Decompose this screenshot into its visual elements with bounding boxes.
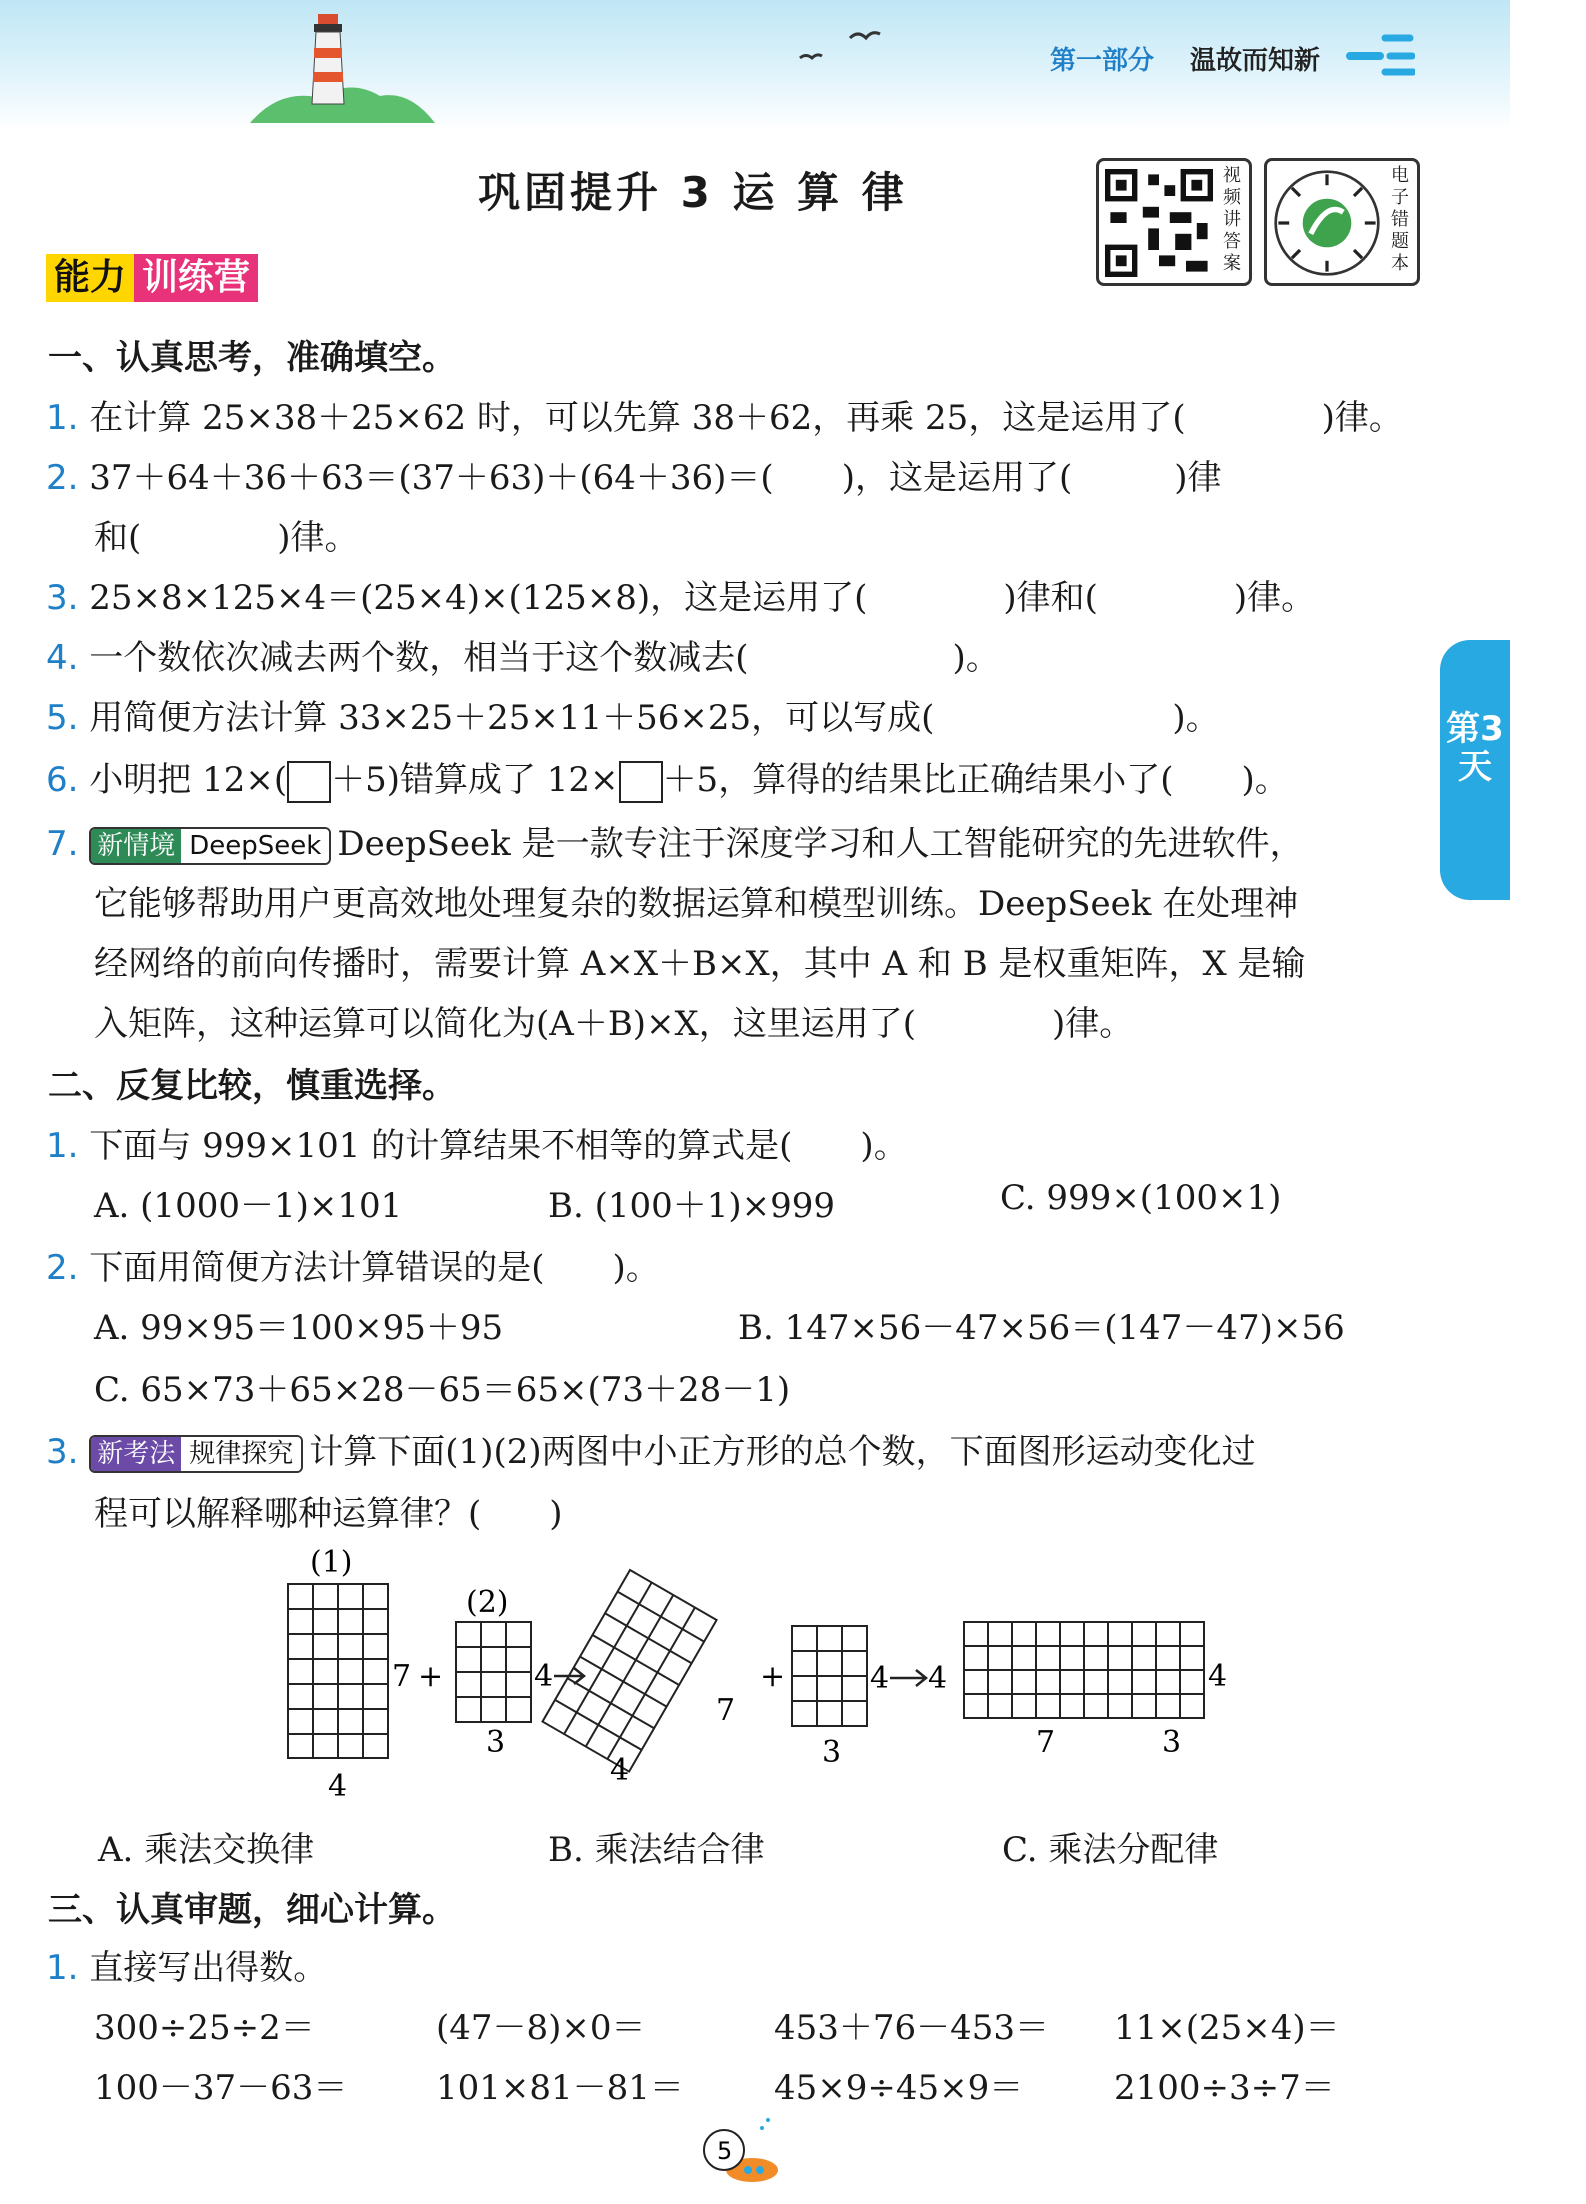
question-text-c: ＋5，算得的结果比正确结果小了( )。 xyxy=(662,760,1289,800)
question-number: 1. xyxy=(46,398,79,438)
grid-3-width: 3 xyxy=(822,1735,842,1770)
calc-item: 453＋76－453＝ xyxy=(774,2008,1050,2048)
camp-tag-part-b: 训练营 xyxy=(134,254,258,302)
tag-topic: DeepSeek xyxy=(181,829,329,863)
qr-error-book[interactable] xyxy=(1264,158,1420,286)
qr-label: 电子错题本 xyxy=(1391,165,1409,274)
question-text: 25×8×125×4＝(25×4)×(125×8)，这是运用了( )律和( )律。 xyxy=(89,578,1316,618)
grid-rotated-width: 4 xyxy=(610,1753,630,1788)
question-number: 1. xyxy=(46,1948,79,1988)
blank-box[interactable] xyxy=(619,761,663,803)
arrow-icon xyxy=(890,1670,926,1686)
page-title: 巩固提升 3 运 算 律 xyxy=(478,168,908,217)
section-1-title: 一、认真思考，准确填空。 xyxy=(48,338,456,378)
question-1-2 xyxy=(46,450,1222,499)
option-c[interactable]: C. 乘法分配律 xyxy=(1002,1830,1219,1870)
question-1-7-line4: 入矩阵，这种运算可以简化为(A＋B)×X，这里运用了( )律。 xyxy=(94,1004,1134,1044)
option-a[interactable]: A. (1000－1)×101 xyxy=(94,1186,403,1226)
mini-program-code-icon xyxy=(1273,169,1381,277)
question-text: 下面用简便方法计算错误的是( )。 xyxy=(89,1248,660,1288)
new-context-tag xyxy=(89,827,331,865)
question-1-7-line3: 经网络的前向传播时，需要计算 A×X＋B×X，其中 A 和 B 是权重矩阵，X 是输 xyxy=(94,944,1306,984)
ability-camp-tag xyxy=(46,254,258,302)
birds-icon xyxy=(790,18,890,68)
big-grid-width-1: 7 xyxy=(1036,1725,1056,1760)
question-number: 2. xyxy=(46,1248,79,1288)
question-1-3 xyxy=(46,570,1315,619)
question-2-3 xyxy=(46,1424,1256,1473)
day-tab[interactable]: 第3天 xyxy=(1440,640,1510,900)
wave-icon xyxy=(1345,28,1415,78)
question-text: 一个数依次减去两个数，相当于这个数减去( )。 xyxy=(89,638,1000,678)
question-2-3-line2: 程可以解释哪种运算律？( ) xyxy=(94,1494,563,1534)
calc-item: (47－8)×0＝ xyxy=(436,2008,646,2048)
grid-figure xyxy=(270,1540,1250,1810)
option-c[interactable]: C. 999×(100×1) xyxy=(1000,1178,1282,1218)
grid-3 xyxy=(792,1626,867,1726)
option-b[interactable]: B. 乘法结合律 xyxy=(548,1830,765,1870)
question-text-a: 小明把 12×( xyxy=(89,760,288,800)
grid-2-width: 3 xyxy=(486,1725,506,1760)
grid-big xyxy=(964,1622,1204,1718)
question-text: 在计算 25×38＋25×62 时，可以先算 38＋62，再乘 25，这是运用了( )律。 xyxy=(89,398,1403,438)
question-text-b: ＋5)错算成了 12× xyxy=(331,760,619,800)
calc-item: 2100÷3÷7＝ xyxy=(1114,2068,1335,2108)
grid-2 xyxy=(456,1622,531,1722)
question-1-5 xyxy=(46,690,1220,739)
question-text: 直接写出得数。 xyxy=(89,1948,328,1988)
option-b[interactable]: B. (100＋1)×999 xyxy=(548,1186,836,1226)
grid-1-width: 4 xyxy=(328,1769,348,1804)
lighthouse-icon xyxy=(300,14,355,109)
calc-item: 45×9÷45×9＝ xyxy=(774,2068,1024,2108)
question-number: 7. xyxy=(46,824,79,864)
section-2-title: 二、反复比较，慎重选择。 xyxy=(48,1066,456,1106)
question-text: 37＋64＋36＋63＝(37＋63)＋(64＋36)＝( )，这是运用了( )律 xyxy=(89,458,1222,498)
question-number: 3. xyxy=(46,578,79,618)
qr-code-icon xyxy=(1105,169,1213,277)
new-method-tag xyxy=(89,1435,303,1473)
question-1-2-cont: 和( )律。 xyxy=(94,518,359,558)
grid-1 xyxy=(288,1584,388,1758)
qr-label: 视频讲答案 xyxy=(1223,165,1241,274)
question-number: 6. xyxy=(46,760,79,800)
blank-box[interactable] xyxy=(287,761,331,803)
calc-item: 11×(25×4)＝ xyxy=(1114,2008,1340,2048)
calc-item: 100－37－63＝ xyxy=(94,2068,348,2108)
option-a[interactable]: A. 99×95＝100×95＋95 xyxy=(94,1308,504,1348)
calc-item: 101×81－81＝ xyxy=(436,2068,684,2108)
section-3-title: 三、认真审题，细心计算。 xyxy=(48,1890,456,1930)
big-grid-width-2: 3 xyxy=(1162,1725,1182,1760)
header-section: 温故而知新 xyxy=(1190,46,1321,76)
question-2-1 xyxy=(46,1118,908,1167)
figure-label-1: (1) xyxy=(310,1545,353,1580)
page-number: 5 xyxy=(717,2137,733,2165)
question-number: 5. xyxy=(46,698,79,738)
question-1-1 xyxy=(46,390,1403,439)
grid-3-height: 4 xyxy=(870,1661,890,1696)
question-2-2 xyxy=(46,1240,660,1289)
calc-item: 300÷25÷2＝ xyxy=(94,2008,315,2048)
camp-tag-part-a: 能力 xyxy=(46,254,134,302)
question-1-4 xyxy=(46,630,1000,679)
grid-rotated xyxy=(543,1570,717,1772)
question-text: 用简便方法计算 33×25＋25×11＋56×25，可以写成( )。 xyxy=(89,698,1220,738)
question-1-7-line2: 它能够帮助用户更高效地处理复杂的数据运算和模型训练。DeepSeek 在处理神 xyxy=(94,884,1299,924)
question-1-6 xyxy=(46,752,1289,803)
tag-topic: 规律探究 xyxy=(181,1437,301,1471)
question-1-7 xyxy=(46,816,1304,865)
option-c[interactable]: C. 65×73＋65×28－65＝65×(73＋28－1) xyxy=(94,1370,791,1410)
question-text: 下面与 999×101 的计算结果不相等的算式是( )。 xyxy=(89,1126,908,1166)
plus-sign: + xyxy=(760,1659,786,1694)
question-number: 3. xyxy=(46,1432,79,1472)
option-a[interactable]: A. 乘法交换律 xyxy=(98,1830,315,1870)
figure-label-2: (2) xyxy=(466,1585,509,1620)
question-3-1 xyxy=(46,1940,327,1989)
question-number: 2. xyxy=(46,458,79,498)
option-b[interactable]: B. 147×56－47×56＝(147－47)×56 xyxy=(738,1308,1345,1348)
question-number: 1. xyxy=(46,1126,79,1166)
grid-rotated-height: 7 xyxy=(716,1693,736,1728)
plus-sign: + xyxy=(418,1659,444,1694)
submarine-icon xyxy=(700,2110,780,2190)
qr-video-answer[interactable] xyxy=(1096,158,1252,286)
question-text: DeepSeek 是一款专注于深度学习和人工智能研究的先进软件， xyxy=(337,824,1304,864)
big-grid-height: 4 xyxy=(1208,1659,1228,1694)
grid-2-height: 4 xyxy=(534,1659,554,1694)
question-text: 计算下面(1)(2)两图中小正方形的总个数，下面图形运动变化过 xyxy=(309,1432,1256,1472)
grid-1-height: 7 xyxy=(392,1659,412,1694)
header-part: 第一部分 xyxy=(1050,46,1155,76)
tag-label: 新情境 xyxy=(91,829,181,863)
question-number: 4. xyxy=(46,638,79,678)
tag-label: 新考法 xyxy=(91,1437,181,1471)
big-grid-left-height: 4 xyxy=(928,1661,948,1696)
